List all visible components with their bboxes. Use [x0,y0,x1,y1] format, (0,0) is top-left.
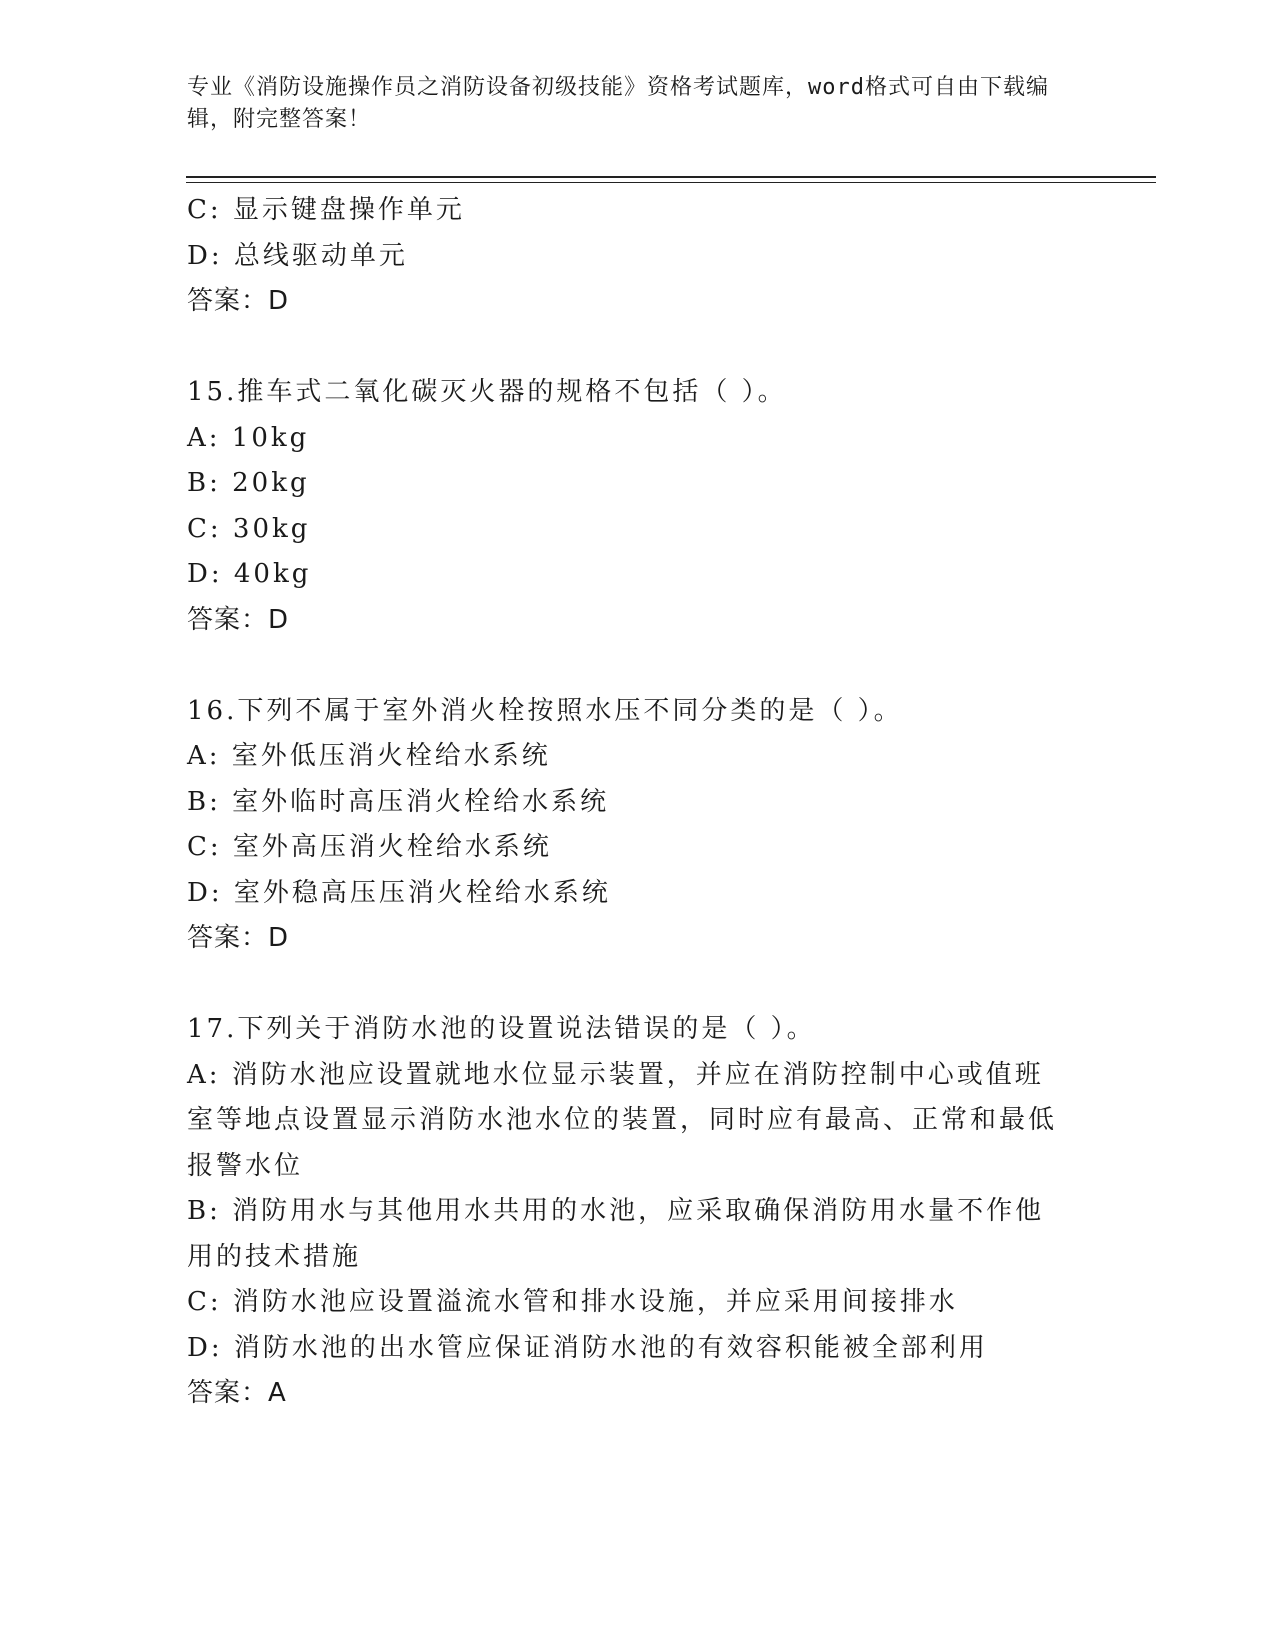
spacer [187,962,1087,1008]
question-16 [187,689,1087,962]
question-content [187,188,1087,1417]
option-d: D: 消防水池的出水管应保证消防水池的有效容积能被全部利用 [187,1332,988,1363]
answer-line: 答案：A [187,1378,287,1408]
header-rule-thick [186,176,1156,178]
prev-question [187,188,1087,325]
question-15 [187,370,1087,643]
option-a: A: 10kg [187,422,310,453]
option-c: C: 消防水池应设置溢流水管和排水设施，并应采用间接排水 [187,1287,958,1317]
option-c: C: 室外高压消火栓给水系统 [187,832,552,862]
question-17 [187,1007,1087,1417]
answer-line: 答案：D [187,604,290,635]
spacer [187,325,1087,371]
option-d: D: 40kg [187,559,312,589]
option-b: B: 室外临时高压消火栓给水系统 [187,786,610,817]
option-b: B: 20kg [187,468,310,498]
question-stem: 16.下列不属于室外消火栓按照水压不同分类的是（ ）。 [187,695,903,726]
option-c: C: 30kg [187,513,311,544]
option-b: B: 消防用水与其他用水共用的水池，应采取确保消防用水量不作他用的技术措施 [187,1196,1045,1272]
document-header: 专业《消防设施操作员之消防设备初级技能》资格考试题库，word格式可自由下载编辑，附完整答案！ [187,75,1049,132]
spacer [187,643,1087,689]
option-a: A: 室外低压消火栓给水系统 [187,741,551,771]
option-a: A: 消防水池应设置就地水位显示装置，并应在消防控制中心或值班室等地点设置显示消防水池水位的装置，同时应有最高、正常和最低报警水位 [187,1059,1058,1181]
option-d: D: 室外稳高压压消火栓给水系统 [187,877,611,908]
question-stem: 15.推车式二氧化碳灭火器的规格不包括（ ）。 [187,377,787,407]
option-d: D: 总线驱动单元 [187,240,408,271]
option-c: C: 显示键盘操作单元 [187,195,465,225]
answer-line: 答案：D [187,923,290,953]
header-rule-thin [186,182,1156,183]
question-stem: 17.下列关于消防水池的设置说法错误的是（ ）。 [187,1014,816,1044]
answer-line: 答案：D [187,286,290,316]
